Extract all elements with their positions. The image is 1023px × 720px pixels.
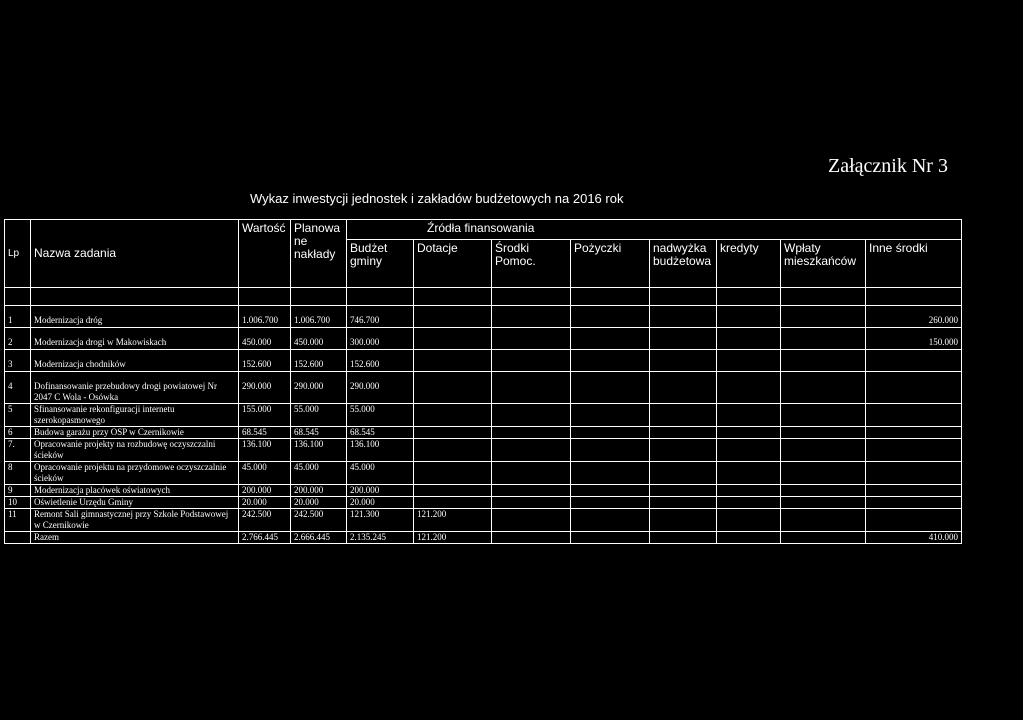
row-empty	[650, 427, 717, 439]
header-kredyty: kredyty	[717, 240, 781, 288]
row-empty	[492, 485, 571, 497]
row-empty	[492, 404, 571, 427]
table-row	[5, 404, 962, 427]
row-empty	[717, 509, 781, 532]
table-row	[5, 439, 962, 462]
row-planowane: 152.600	[291, 350, 347, 372]
row-budzet: 290.000	[347, 372, 414, 404]
row-planowane: 136.100	[291, 439, 347, 462]
row-empty	[717, 462, 781, 485]
row-empty	[781, 509, 866, 532]
row-nazwa: Oświetlenie Urzędu Gminy	[31, 497, 239, 509]
total-empty	[717, 532, 781, 544]
row-lp: 5	[5, 404, 31, 427]
row-empty	[717, 404, 781, 427]
row-empty	[492, 306, 571, 328]
row-budzet: 152.600	[347, 350, 414, 372]
row-inne	[866, 350, 962, 372]
row-empty	[492, 328, 571, 350]
row-dotacje	[414, 485, 492, 497]
row-dotacje	[414, 328, 492, 350]
total-wartosc: 2.766.445	[239, 532, 291, 544]
row-budzet: 746.700	[347, 306, 414, 328]
row-lp: 2	[5, 328, 31, 350]
row-wartosc: 200.000	[239, 485, 291, 497]
row-nazwa: Modernizacja placówek oświatowych	[31, 485, 239, 497]
header-lp: Lp	[5, 220, 31, 288]
row-planowane: 450.000	[291, 328, 347, 350]
row-dotacje	[414, 306, 492, 328]
row-empty	[781, 404, 866, 427]
row-nazwa: Modernizacja drogi w Makowiskach	[31, 328, 239, 350]
row-empty	[492, 350, 571, 372]
row-dotacje	[414, 372, 492, 404]
row-nazwa: Sfinansowanie rekonfiguracji internetu szerokopasmowego	[31, 404, 239, 427]
row-dotacje	[414, 427, 492, 439]
row-inne	[866, 439, 962, 462]
row-wartosc: 450.000	[239, 328, 291, 350]
row-budzet: 55.000	[347, 404, 414, 427]
row-inne	[866, 427, 962, 439]
header-pozyczki: Pożyczki	[571, 240, 650, 288]
total-empty	[650, 532, 717, 544]
header-wplaty: Wpłaty mieszkańców	[781, 240, 866, 288]
row-dotacje	[414, 439, 492, 462]
row-dotacje: 121.200	[414, 509, 492, 532]
row-budzet: 200.000	[347, 485, 414, 497]
row-lp: 10	[5, 497, 31, 509]
row-empty	[492, 462, 571, 485]
row-empty	[717, 439, 781, 462]
row-empty	[781, 497, 866, 509]
row-nazwa: Opracowanie projektu na przydomowe oczyszczalnie ścieków	[31, 462, 239, 485]
row-empty	[781, 306, 866, 328]
row-planowane: 1.006.700	[291, 306, 347, 328]
header-budzet: Budżet gminy	[347, 240, 414, 288]
row-budzet: 68.545	[347, 427, 414, 439]
row-empty	[717, 372, 781, 404]
row-planowane: 68.545	[291, 427, 347, 439]
row-inne	[866, 462, 962, 485]
row-lp: 7.	[5, 439, 31, 462]
row-wartosc: 155.000	[239, 404, 291, 427]
row-empty	[650, 485, 717, 497]
total-label: Razem	[31, 532, 239, 544]
row-empty	[571, 439, 650, 462]
total-dotacje: 121.200	[414, 532, 492, 544]
attachment-label: Załącznik Nr 3	[828, 155, 948, 177]
row-lp: 4	[5, 372, 31, 404]
row-lp: 3	[5, 350, 31, 372]
row-budzet: 136.100	[347, 439, 414, 462]
table-row	[5, 350, 962, 372]
row-budzet: 45.000	[347, 462, 414, 485]
header-nazwa: Nazwa zadania	[31, 220, 239, 288]
row-empty	[781, 372, 866, 404]
document-title: Wykaz inwestycji jednostek i zakładów budżetowych na 2016 rok	[250, 191, 624, 206]
row-dotacje	[414, 350, 492, 372]
row-wartosc: 1.006.700	[239, 306, 291, 328]
row-inne	[866, 509, 962, 532]
row-empty	[650, 350, 717, 372]
header-planowane: Planowa ne nakłady	[291, 220, 347, 288]
total-inne: 410.000	[866, 532, 962, 544]
header-srodki: Środki Pomoc.	[492, 240, 571, 288]
table-row	[5, 328, 962, 350]
row-lp: 6	[5, 427, 31, 439]
total-empty	[781, 532, 866, 544]
header-zrodla: Źródła finansowania	[347, 220, 962, 240]
row-empty	[717, 350, 781, 372]
row-empty	[571, 462, 650, 485]
row-empty	[571, 485, 650, 497]
row-planowane: 242.500	[291, 509, 347, 532]
row-wartosc: 136.100	[239, 439, 291, 462]
row-empty	[492, 427, 571, 439]
row-budzet: 300.000	[347, 328, 414, 350]
row-empty	[571, 509, 650, 532]
row-empty	[781, 427, 866, 439]
table-row	[5, 306, 962, 328]
total-row	[5, 532, 962, 544]
row-lp: 8	[5, 462, 31, 485]
row-inne: 260.000	[866, 306, 962, 328]
row-empty	[492, 509, 571, 532]
row-inne: 150.000	[866, 328, 962, 350]
row-empty	[571, 427, 650, 439]
row-inne	[866, 485, 962, 497]
row-wartosc: 45.000	[239, 462, 291, 485]
row-empty	[571, 372, 650, 404]
row-planowane: 55.000	[291, 404, 347, 427]
row-inne	[866, 404, 962, 427]
row-lp: 9	[5, 485, 31, 497]
row-empty	[650, 328, 717, 350]
row-empty	[781, 439, 866, 462]
row-nazwa: Budowa garażu przy OSP w Czernikowie	[31, 427, 239, 439]
row-wartosc: 68.545	[239, 427, 291, 439]
row-wartosc: 152.600	[239, 350, 291, 372]
row-wartosc: 290.000	[239, 372, 291, 404]
row-empty	[492, 372, 571, 404]
row-empty	[650, 497, 717, 509]
total-lp	[5, 532, 31, 544]
row-empty	[571, 497, 650, 509]
row-empty	[781, 328, 866, 350]
row-dotacje	[414, 497, 492, 509]
row-empty	[717, 306, 781, 328]
row-empty	[571, 350, 650, 372]
row-nazwa: Modernizacja chodników	[31, 350, 239, 372]
row-lp: 1	[5, 306, 31, 328]
row-inne	[866, 497, 962, 509]
row-empty	[571, 404, 650, 427]
row-nazwa: Opracowanie projekty na rozbudowę oczyszczalni ścieków	[31, 439, 239, 462]
row-empty	[650, 372, 717, 404]
row-empty	[650, 439, 717, 462]
row-wartosc: 20.000	[239, 497, 291, 509]
header-nadwyzka: nadwyżka budżetowa	[650, 240, 717, 288]
row-budzet: 121.300	[347, 509, 414, 532]
row-empty	[650, 404, 717, 427]
row-planowane: 20.000	[291, 497, 347, 509]
row-budzet: 20.000	[347, 497, 414, 509]
table-row	[5, 509, 962, 532]
row-empty	[650, 306, 717, 328]
row-empty	[492, 439, 571, 462]
row-inne	[866, 372, 962, 404]
total-empty	[492, 532, 571, 544]
table-row	[5, 462, 962, 485]
row-wartosc: 242.500	[239, 509, 291, 532]
row-planowane: 200.000	[291, 485, 347, 497]
row-empty	[717, 497, 781, 509]
table-row	[5, 427, 962, 439]
total-planowane: 2.666.445	[291, 532, 347, 544]
row-planowane: 45.000	[291, 462, 347, 485]
row-dotacje	[414, 462, 492, 485]
table-row	[5, 372, 962, 404]
row-empty	[650, 462, 717, 485]
row-nazwa: Dofinansowanie przebudowy drogi powiatowej Nr 2047 C Wola - Osówka	[31, 372, 239, 404]
row-empty	[650, 509, 717, 532]
total-empty	[571, 532, 650, 544]
table-row	[5, 485, 962, 497]
investment-table	[4, 219, 962, 544]
row-empty	[781, 485, 866, 497]
row-nazwa: Remont Sali gimnastycznej przy Szkole Podstawowej w Czernikowie	[31, 509, 239, 532]
row-empty	[492, 497, 571, 509]
row-empty	[717, 427, 781, 439]
row-empty	[717, 328, 781, 350]
table-row	[5, 497, 962, 509]
row-nazwa: Modernizacja dróg	[31, 306, 239, 328]
header-dotacje: Dotacje	[414, 240, 492, 288]
total-budzet: 2.135.245	[347, 532, 414, 544]
row-empty	[571, 328, 650, 350]
row-empty	[781, 462, 866, 485]
row-empty	[781, 350, 866, 372]
header-wartosc: Wartość	[239, 220, 291, 288]
row-dotacje	[414, 404, 492, 427]
header-inne: Inne środki	[866, 240, 962, 288]
row-lp: 11	[5, 509, 31, 532]
row-empty	[717, 485, 781, 497]
row-planowane: 290.000	[291, 372, 347, 404]
row-empty	[571, 306, 650, 328]
